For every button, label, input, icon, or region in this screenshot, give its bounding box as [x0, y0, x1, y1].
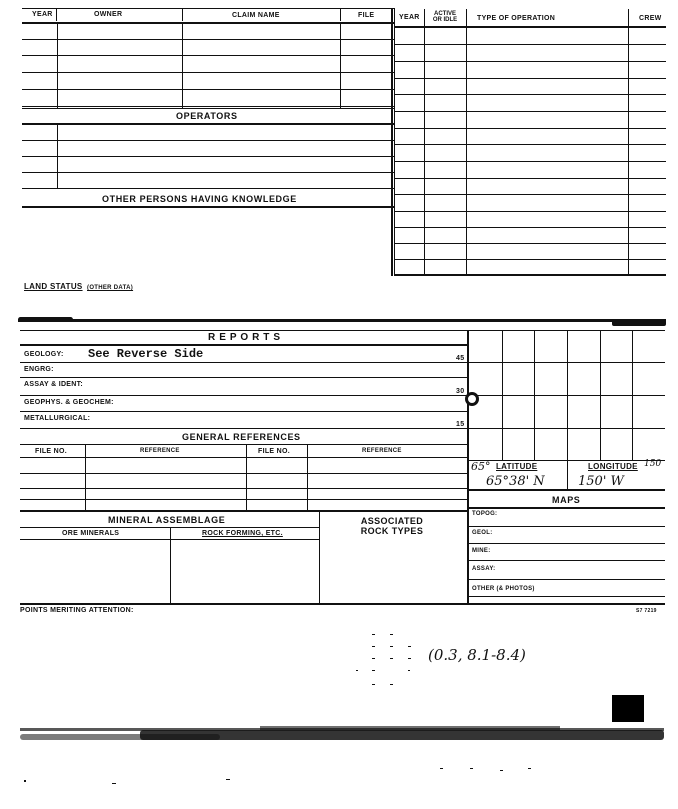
geophys-geochem-label: GEOPHYS. & GEOCHEM: — [24, 399, 114, 406]
maps-other-photos-label: OTHER (& PHOTOS) — [472, 586, 535, 592]
maps-assay-label: ASSAY: — [472, 566, 496, 572]
maps-mine-label: MINE: — [472, 548, 491, 554]
longitude-label: LONGITUDE — [588, 462, 638, 471]
latitude-label: LATITUDE — [496, 462, 538, 471]
longitude-degree-note: 150 — [644, 459, 662, 469]
other-persons-heading: OTHER PERSONS HAVING KNOWLEDGE — [102, 194, 297, 204]
ore-minerals-header: ORE MINERALS — [62, 530, 120, 537]
file-no-header-2: FILE NO. — [258, 448, 290, 455]
geology-value: See Reverse Side — [88, 347, 204, 361]
owner-header: OWNER — [94, 11, 123, 18]
active-idle-header: ACTIVE OR IDLE — [432, 11, 458, 23]
maps-heading: MAPS — [552, 495, 581, 505]
activity-table — [395, 8, 667, 276]
handwritten-note: (0.3, 8.1-8.4) — [428, 646, 526, 664]
year-2-header: YEAR — [399, 14, 420, 21]
reference-header-1: REFERENCE — [140, 448, 180, 454]
latitude-degree-note: 65° — [471, 460, 491, 473]
maps-topog-label: TOPOG: — [472, 511, 498, 517]
file-no-header-1: FILE NO. — [35, 448, 67, 455]
crew-header: CREW — [639, 15, 662, 22]
scale-45: 45 — [456, 355, 465, 362]
scan-smear-band — [20, 718, 664, 744]
file-header: FILE — [358, 12, 375, 19]
owner-claim-table — [22, 8, 392, 268]
points-meriting-attention-label: POINTS MERITING ATTENTION: — [20, 607, 134, 614]
year-header: YEAR — [32, 11, 53, 18]
geology-label: GEOLOGY: — [24, 351, 64, 358]
maps-geol-label: GEOL: — [472, 530, 493, 536]
scan-specks — [350, 630, 480, 690]
reports-heading: R E P O R T S — [208, 332, 281, 343]
land-status-label: LAND STATUS (OTHER DATA) — [24, 282, 134, 291]
metallurgical-label: METALLURGICAL: — [24, 415, 91, 422]
claim-name-header: CLAIM NAME — [232, 12, 280, 19]
operators-heading: OPERATORS — [176, 111, 238, 121]
form-number: S7 7219 — [636, 608, 657, 614]
associated-rock-types-heading: ASSOCIATED ROCK TYPES — [360, 516, 424, 536]
general-references-heading: GENERAL REFERENCES — [182, 432, 301, 442]
longitude-value: 150' W — [578, 474, 624, 489]
reference-header-2: REFERENCE — [362, 448, 402, 454]
scale-30: 30 — [456, 388, 465, 395]
engrg-label: ENGRG: — [24, 366, 54, 373]
mineral-assemblage-heading: MINERAL ASSEMBLAGE — [108, 515, 226, 525]
assay-ident-label: ASSAY & IDENT: — [24, 381, 84, 388]
location-marker-icon — [465, 392, 479, 406]
scale-15: 15 — [456, 421, 465, 428]
latitude-value: 65°38' N — [486, 474, 545, 489]
rock-forming-header: ROCK FORMING, ETC. — [202, 530, 283, 537]
type-of-operation-header: TYPE OF OPERATION — [477, 15, 556, 22]
